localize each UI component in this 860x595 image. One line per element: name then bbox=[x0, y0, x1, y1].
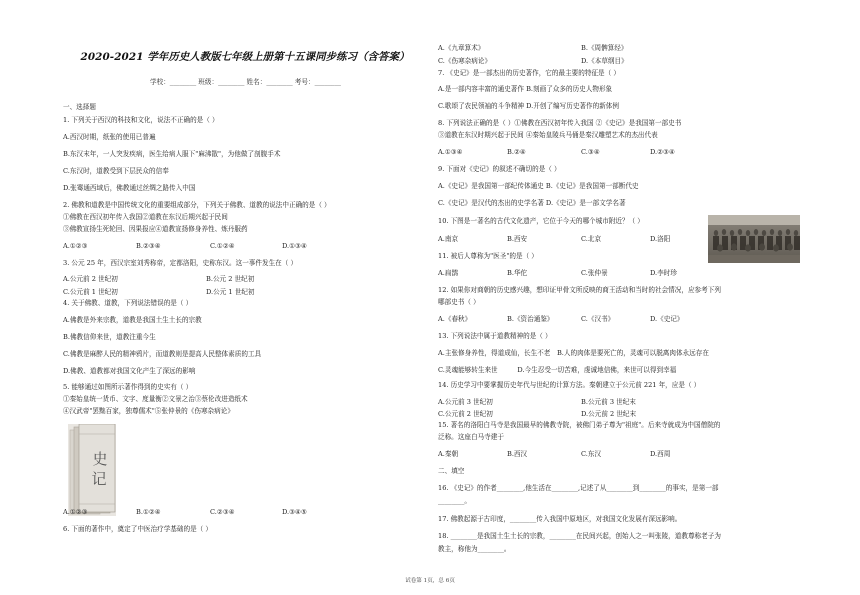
q10-option-c: C.北京 bbox=[581, 235, 602, 243]
q1-option-a: A.西汉时期，纸张的使用已普遍 bbox=[63, 133, 156, 141]
question-8: 8. 下列说法正确的是（ ）①佛教在西汉初年传入我国 ②《史记》是我国第一部史书 bbox=[438, 119, 682, 127]
q12-option-b: B.《资治通鉴》 bbox=[507, 315, 554, 323]
question-18-cont: 教主，称他为________。 bbox=[438, 545, 511, 553]
page-title: 2020-2021 学年历史人教版七年级上册第十五课同步练习（含答案） bbox=[80, 51, 410, 63]
question-4: 4. 关于佛教、道教，下列说法错误的是（ ） bbox=[63, 299, 193, 307]
q3-option-b: B.公元 2 世纪初 bbox=[206, 275, 255, 283]
q10-option-d: D.洛阳 bbox=[650, 235, 671, 243]
question-15-cont: 泛称。这座白马寺建于 bbox=[438, 433, 504, 441]
q13-option-ab: A.主张修身养性，得道成仙，长生不老 B.人的肉体是要死亡的，灵魂可以脱离肉体永远存在 bbox=[438, 349, 709, 357]
question-13: 13. 下列说法中属于道教精神的是（ ） bbox=[438, 332, 552, 340]
q15-option-d: D.西周 bbox=[650, 450, 671, 458]
q2-option-c: C.①②④ bbox=[210, 242, 235, 250]
q10-option-a: A.南京 bbox=[438, 235, 459, 243]
q14-option-a: A.公元前 3 世纪初 bbox=[438, 398, 493, 406]
question-5: 5. 能够通过如图所示著作得到的史实有（ ） bbox=[63, 383, 193, 391]
q11-option-b: B.华佗 bbox=[507, 269, 528, 277]
q1-option-c: C.东汉时，道教受到下层民众的信奉 bbox=[63, 167, 169, 175]
q5-option-d: D.③④⑤ bbox=[282, 508, 307, 516]
q5-option-c: C.②③④ bbox=[210, 508, 235, 516]
q2-statements-1: ①佛教在西汉初年传入我国②道教在东汉后期兴起于民间 bbox=[63, 213, 228, 221]
section-heading-fill: 二、填空 bbox=[438, 467, 465, 475]
q12-option-a: A.《春秋》 bbox=[438, 315, 472, 323]
question-1: 1. 下列关于西汉的科技和文化，说法不正确的是（ ） bbox=[63, 116, 219, 124]
question-3: 3. 公元 25 年，西汉宗室刘秀称帝，定都洛阳，史称东汉。这一事件发生在（ ） bbox=[63, 259, 298, 267]
q9-option-cd: C.《史记》是汉代的杰出的史学名著 D.《史记》是一部文学名著 bbox=[438, 199, 626, 207]
book-cover-text-2: 记 bbox=[91, 470, 107, 488]
q8-option-b: B.②④ bbox=[507, 148, 526, 156]
q4-option-a: A.佛教是外来宗教，道教是我国土生土长的宗教 bbox=[63, 316, 202, 324]
question-16-cont: ________。 bbox=[438, 497, 471, 505]
question-11: 11. 被后人尊称为"医圣"的是（ ） bbox=[438, 252, 538, 260]
q8-option-c: C.③④ bbox=[581, 148, 600, 156]
q5-option-b: B.①②④ bbox=[136, 508, 161, 516]
q3-option-c: C.公元前 1 世纪初 bbox=[63, 288, 118, 296]
q6-option-d: D.《本草纲目》 bbox=[581, 57, 628, 65]
q14-option-c: C.公元前 2 世纪初 bbox=[438, 410, 493, 418]
question-12-cont: 哪部史书（ ） bbox=[438, 298, 480, 306]
terracotta-army-image bbox=[708, 215, 800, 263]
q11-option-d: D.李时珍 bbox=[650, 269, 677, 277]
q15-option-c: C.东汉 bbox=[581, 450, 602, 458]
question-9: 9. 下面对《史记》的叙述不确切的是（ ） bbox=[438, 165, 561, 173]
question-6: 6. 下面的著作中，奠定了中医治疗学基础的是（ ） bbox=[63, 525, 212, 533]
q6-option-c: C.《伤寒杂病论》 bbox=[438, 57, 492, 65]
q5-statements-2: ④汉武帝"罢黜百家，独尊儒术"⑤张仲景的《伤寒杂病论》 bbox=[63, 407, 234, 415]
q4-option-c: C.佛教是麻醉人民的精神鸦片，而道教则是提高人民整体素质的工具 bbox=[63, 350, 262, 358]
q3-option-d: D.公元 1 世纪初 bbox=[206, 288, 255, 296]
question-10: 10. 下图是一著名的古代文化遗产，它位于今天的哪个城市附近？（ ） bbox=[438, 217, 644, 225]
q11-option-c: C.张仲景 bbox=[581, 269, 608, 277]
q6-option-a: A.《九章算术》 bbox=[438, 44, 485, 52]
q2-option-b: B.②③④ bbox=[136, 242, 161, 250]
q4-option-d: D.佛教、道教都对我国文化产生了深远的影响 bbox=[63, 367, 196, 375]
q6-option-b: B.《周髀算经》 bbox=[581, 44, 628, 52]
q8-option-a: A.①③④ bbox=[438, 148, 463, 156]
q14-option-d: D.公元前 2 世纪末 bbox=[581, 410, 637, 418]
q2-option-d: D.①③④ bbox=[282, 242, 307, 250]
q1-option-b: B.东汉末年，一人突发疾病，医生给病人服下"麻沸散"，为他做了剖腹手术 bbox=[63, 150, 281, 158]
q2-option-a: A.①②③ bbox=[63, 242, 88, 250]
q4-option-b: B.佛教信仰来世，道教注重今生 bbox=[63, 333, 156, 341]
q12-option-c: C.《汉书》 bbox=[581, 315, 615, 323]
question-12: 12. 如果你对商朝的历史感兴趣，想印证甲骨文所反映的商王活动和当时的社会情况，应参考下列 bbox=[438, 286, 721, 294]
q15-option-a: A.秦朝 bbox=[438, 450, 459, 458]
q2-statements-2: ③佛教宣扬生死轮回、因果报应④道教宣扬修身养性、炼丹服药 bbox=[63, 225, 248, 233]
question-7: 7. 《史记》是一部杰出的历史著作，它的最主要的特征是（ ） bbox=[438, 69, 620, 77]
q7-option-ab: A.是一部内容丰富的通史著作 B.刻画了众多的历史人物形象 bbox=[438, 85, 613, 93]
q5-option-a: A.①②③ bbox=[63, 508, 88, 516]
q13-option-cd: C.灵魂能够转生来世 D.今生忍受一切苦难，虔诚地信佛，来世可以得到幸福 bbox=[438, 366, 677, 374]
q8-statements: ③道教在东汉时期兴起于民间 ④秦始皇陵兵马俑是秦汉雕塑艺术的杰出代表 bbox=[438, 131, 658, 139]
section-heading: 一、选择题 bbox=[63, 103, 96, 111]
q9-option-ab: A.《史记》是我国第一部纪传体通史 B.《史记》是我国第一部断代史 bbox=[438, 182, 639, 190]
q11-option-a: A.扁鹊 bbox=[438, 269, 459, 277]
q15-option-b: B.西汉 bbox=[507, 450, 528, 458]
q10-option-b: B.西安 bbox=[507, 235, 528, 243]
q1-option-d: D.张骞通西域后，佛教通过丝绸之路传入中国 bbox=[63, 184, 196, 192]
q14-option-b: B.公元前 3 世纪末 bbox=[581, 398, 636, 406]
question-15: 15. 著名的洛阳白马寺是我国最早的佛教寺院，被佛门弟子尊为"祖庭"。后来寺就成为中国僧院的 bbox=[438, 421, 721, 429]
question-17: 17. 佛教起源于古印度，________传入我国中原地区，对我国文化发展有深远影响。 bbox=[438, 515, 682, 523]
student-info-line: 学校：________ 班级：________ 姓名：________ 考号：________ bbox=[150, 78, 341, 86]
q12-option-d: D.《史记》 bbox=[650, 315, 684, 323]
question-14: 14. 历史学习中要掌握历史年代与世纪的计算方法。秦朝建立于公元前 221 年，应是（ ） bbox=[438, 381, 701, 389]
question-2: 2. 佛教和道教是中国传统文化的重要组成部分，下列关于佛教、道教的说法中正确的是（ ） bbox=[63, 201, 331, 209]
shiji-book-image bbox=[68, 424, 116, 516]
q8-option-d: D.②③④ bbox=[650, 148, 675, 156]
q7-option-cd: C.歌颂了农民领袖的斗争精神 D.开创了编写历史著作的新体例 bbox=[438, 102, 619, 110]
question-16: 16. 《史记》的作者________,他生活在________,记述了从________到________的事实，是第一部 bbox=[438, 484, 719, 492]
book-cover-text-1: 史 bbox=[92, 450, 108, 468]
question-18: 18. ________是我国土生土长的宗教，________在民间兴起，创始人之一叫张陵，道教尊称老子为 bbox=[438, 532, 721, 540]
q5-statements-1: ①秦始皇统一货币、文字、度量衡②文景之治③蔡伦改进造纸术 bbox=[63, 395, 248, 403]
q3-option-a: A.公元前 2 世纪初 bbox=[63, 275, 118, 283]
page-footer: 试卷第 1页，总 6页 bbox=[405, 578, 455, 584]
